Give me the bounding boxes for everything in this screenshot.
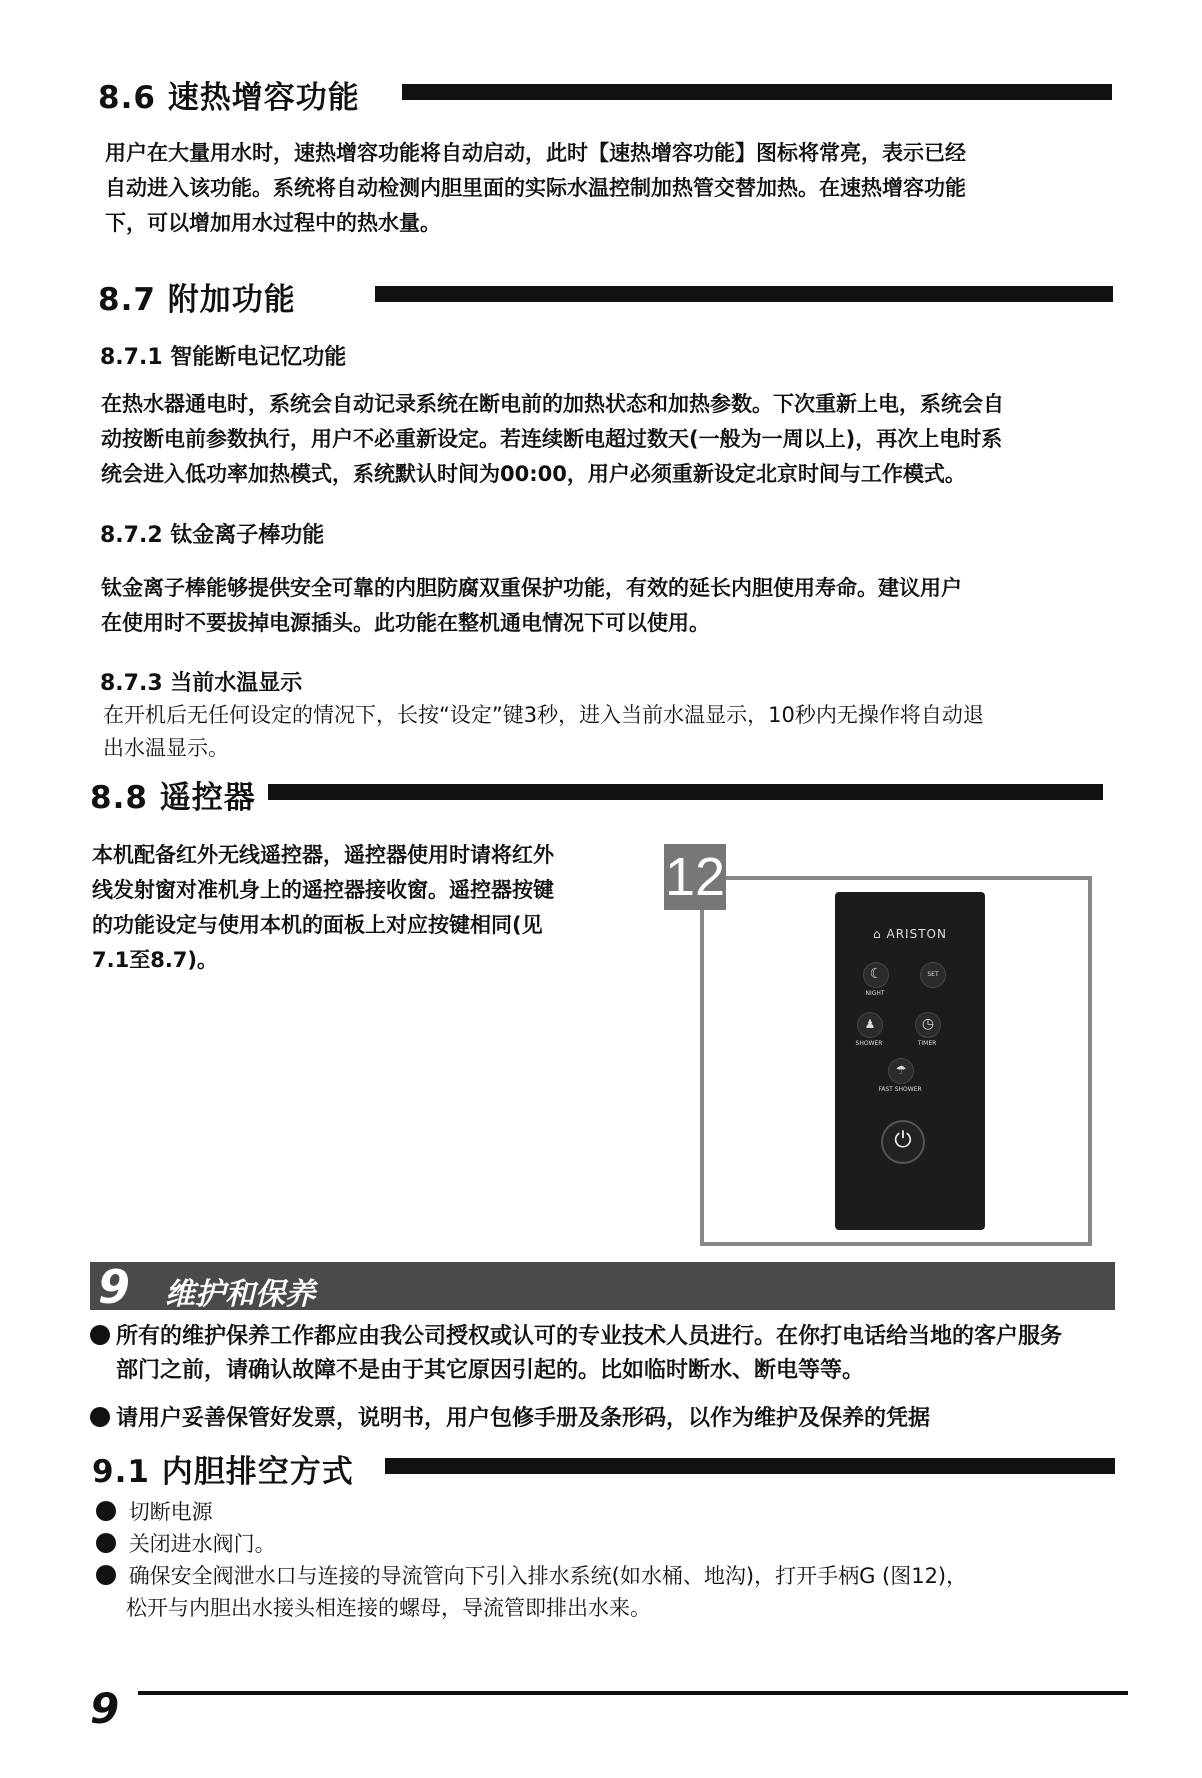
night-button bbox=[863, 962, 889, 988]
bullet-line: 请用户妥善保管好发票，说明书，用户包修手册及条形码，以作为维护及保养的凭据 bbox=[116, 1406, 931, 1431]
bullet-dot-icon bbox=[90, 1325, 110, 1345]
section-8-6-paragraph bbox=[105, 136, 966, 241]
section-8-7-title: 8.7 附加功能 bbox=[98, 282, 296, 318]
section-9-1-bullets bbox=[96, 1496, 967, 1624]
section-8-7-3-paragraph bbox=[103, 699, 984, 765]
section-8-7-1-paragraph bbox=[101, 387, 1004, 492]
section-9-banner bbox=[90, 1260, 1115, 1314]
footer-rule bbox=[138, 1691, 1128, 1695]
section-8-7-3-title: 8.7.3 当前水温显示 bbox=[100, 671, 303, 696]
section-9-bullet bbox=[90, 1320, 1062, 1388]
section-9-bullet bbox=[90, 1402, 930, 1436]
fast-shower-button bbox=[888, 1058, 914, 1084]
bullet-line: 关闭进水阀门。 bbox=[128, 1532, 276, 1556]
section-8-8-paragraph bbox=[92, 838, 554, 978]
section-8-8-rule bbox=[268, 784, 1103, 800]
shower-head-icon: ☂ bbox=[895, 1063, 907, 1077]
section-8-8-title: 8.8 遥控器 bbox=[90, 780, 256, 816]
bullet-line: 切断电源 bbox=[128, 1500, 213, 1524]
shower-label: SHOWER bbox=[855, 1040, 883, 1047]
bullet-dot-icon bbox=[96, 1565, 116, 1585]
bullet-line: 部门之前，请确认故障不是由于其它原因引起的。比如临时断水、断电等等。 bbox=[116, 1358, 865, 1383]
timer-label: TIMER bbox=[917, 1040, 937, 1047]
set-label: SET bbox=[927, 971, 939, 978]
section-9-1-rule bbox=[385, 1458, 1115, 1474]
power-button bbox=[881, 1120, 925, 1164]
paragraph-line: 动按断电前参数执行，用户不必重新设定。若连续断电超过数天(一般为一周以上)，再次上电时系 bbox=[101, 427, 1003, 451]
paragraph-line: 在开机后无任何设定的情况下，长按“设定”键3秒，进入当前水温显示，10秒内无操作将自动退 bbox=[103, 703, 984, 727]
section-9-number: 9 bbox=[98, 1260, 131, 1314]
bullet-dot-icon bbox=[90, 1407, 110, 1427]
person-icon: ♟ bbox=[864, 1017, 876, 1031]
paragraph-line: 钛金离子棒能够提供安全可靠的内胆防腐双重保护功能，有效的延长内胆使用寿命。建议用户 bbox=[101, 576, 962, 600]
paragraph-line: 的功能设定与使用本机的面板上对应按键相同(见 bbox=[92, 913, 543, 937]
paragraph-line: 在热水器通电时，系统会自动记录系统在断电前的加热状态和加热参数。下次重新上电，系统会自 bbox=[101, 392, 1004, 416]
bullet-line: 确保安全阀泄水口与连接的导流管向下引入排水系统(如水桶、地沟)，打开手柄G (图12)， bbox=[128, 1564, 968, 1588]
section-8-6-rule bbox=[402, 84, 1112, 100]
bullet-dot-icon bbox=[96, 1501, 116, 1521]
section-8-7-2-paragraph bbox=[101, 571, 962, 641]
section-9-title: 维护和保养 bbox=[165, 1277, 315, 1312]
shower-button bbox=[857, 1012, 883, 1038]
moon-icon: ☾ bbox=[869, 966, 883, 982]
section-8-7-1-title: 8.7.1 智能断电记忆功能 bbox=[100, 345, 347, 370]
paragraph-line: 用户在大量用水时，速热增容功能将自动启动，此时【速热增容功能】图标将常亮，表示已经 bbox=[105, 141, 966, 165]
bullet-line: 所有的维护保养工作都应由我公司授权或认可的专业技术人员进行。在你打电话给当地的客户服务 bbox=[116, 1324, 1063, 1349]
paragraph-line: 统会进入低功率加热模式，系统默认时间为00:00，用户必须重新设定北京时间与工作模式。 bbox=[101, 462, 966, 486]
paragraph-line: 下，可以增加用水过程中的热水量。 bbox=[105, 211, 441, 235]
remote-control-image bbox=[835, 892, 985, 1230]
brand-logo: ⌂ ARISTON bbox=[873, 927, 947, 941]
paragraph-line: 在使用时不要拔掉电源插头。此功能在整机通电情况下可以使用。 bbox=[101, 611, 710, 635]
clock-icon: ◷ bbox=[921, 1016, 935, 1032]
section-8-7-rule bbox=[375, 286, 1113, 302]
house-icon: ⌂ bbox=[873, 927, 882, 941]
paragraph-line: 线发射窗对准机身上的遥控器接收窗。遥控器按键 bbox=[92, 878, 554, 902]
page-number: 9 bbox=[90, 1684, 120, 1733]
bullet-dot-icon bbox=[96, 1533, 116, 1553]
section-8-7-2-title: 8.7.2 钛金离子棒功能 bbox=[100, 523, 325, 548]
set-button bbox=[920, 962, 946, 988]
figure-label: 12 bbox=[664, 844, 726, 910]
fast-shower-label: FAST SHOWER bbox=[878, 1086, 922, 1093]
power-icon: ⏻ bbox=[894, 1128, 912, 1153]
timer-button bbox=[915, 1012, 941, 1038]
section-9-1-title: 9.1 内胆排空方式 bbox=[92, 1454, 354, 1490]
section-8-6-title: 8.6 速热增容功能 bbox=[98, 80, 360, 116]
bullet-line: 松开与内胆出水接头相连接的螺母，导流管即排出水来。 bbox=[126, 1596, 651, 1620]
night-label: NIGHT bbox=[865, 990, 885, 997]
paragraph-line: 7.1至8.7)。 bbox=[92, 948, 218, 972]
paragraph-line: 出水温显示。 bbox=[103, 736, 229, 760]
paragraph-line: 本机配备红外无线遥控器，遥控器使用时请将红外 bbox=[92, 843, 554, 867]
paragraph-line: 自动进入该功能。系统将自动检测内胆里面的实际水温控制加热管交替加热。在速热增容功能 bbox=[105, 176, 966, 200]
